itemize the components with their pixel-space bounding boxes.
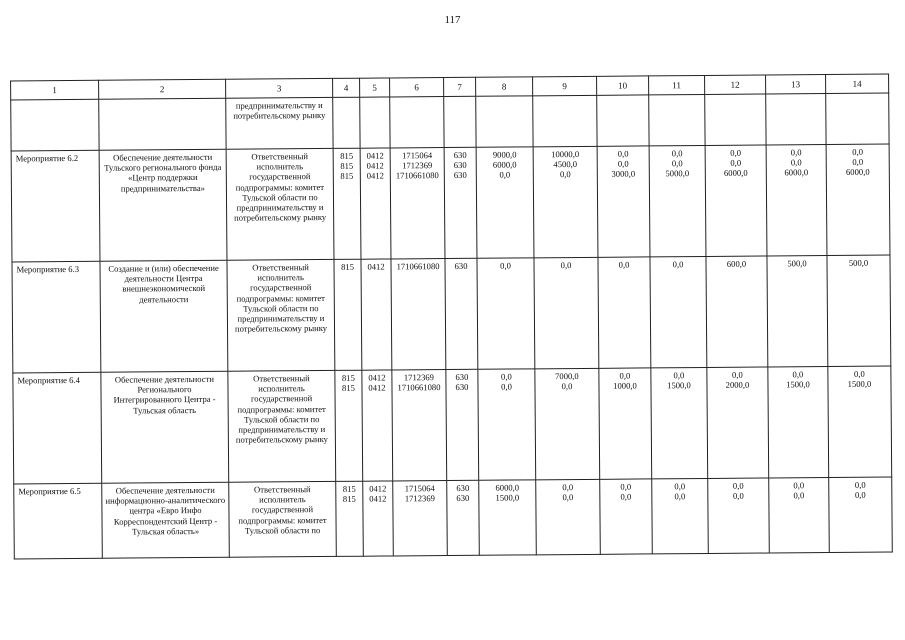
amount-value: 0,0: [852, 146, 864, 157]
code-value: 815: [341, 382, 355, 394]
amount-value: 4500,0: [553, 159, 578, 170]
code-value: 815: [340, 160, 354, 172]
amount-value: 0,0: [672, 259, 684, 270]
amount-cell-c13: [769, 478, 830, 553]
code-value: 815: [341, 372, 355, 383]
amount-cell-c8: [478, 369, 536, 480]
header-cell: 3: [226, 78, 333, 98]
amount-value: 0,0: [730, 157, 742, 169]
amount-value: 0,0: [617, 148, 629, 159]
amount-value: 2000,0: [725, 379, 750, 391]
amount-value: 0,0: [731, 369, 743, 380]
code-cell-c7: [445, 258, 478, 369]
amount-value: 10000,0: [551, 148, 580, 160]
amount-cell-c10: [600, 479, 653, 554]
table-row: [12, 255, 891, 373]
amount-value: 0,0: [790, 147, 802, 158]
code-value: 630: [453, 160, 467, 171]
amount-value: 0,0: [501, 381, 512, 392]
code-cell-c7: [447, 480, 480, 555]
executor-cell: Ответственный исполнитель государственной подпрограммы: комитет Тульской области по предпринимательству и потребительскому рынку: [227, 259, 335, 371]
budget-table: [10, 74, 893, 560]
amount-value: 0,0: [617, 158, 629, 169]
amount-value: 0,0: [671, 148, 683, 159]
amount-value: 0,0: [853, 368, 865, 379]
header-cell: 11: [649, 76, 705, 95]
amount-cell-c9: [533, 146, 598, 257]
amount-cell-c11: [652, 478, 709, 553]
amount-value: 1000,0: [613, 380, 637, 391]
header-cell: 14: [826, 74, 889, 93]
amount-value: 0,0: [732, 480, 744, 491]
amount-value: 0,0: [561, 381, 573, 392]
code-value: 1712369: [402, 160, 433, 171]
amount-cell-c9: [533, 95, 597, 147]
code-cell-c6: [390, 148, 445, 259]
amount-value: 0,0: [499, 169, 511, 181]
amount-cell-c8: [476, 147, 534, 258]
code-value: 815: [342, 493, 356, 505]
rubric-cell: Мероприятие 6.5: [14, 483, 103, 559]
amount-value: 6000,0: [495, 482, 520, 493]
header-cell: 13: [766, 75, 826, 94]
amount-value: 0,0: [854, 479, 866, 490]
activity-name-cell: Обеспечение деятельности информационно-аналитического центра «Евро Инфо Корреспондентский Центр - Тульская область»: [102, 482, 230, 558]
activity-name-cell: Создание и (или) обеспечение деятельности Центра внешнеэкономической деятельности: [100, 260, 228, 372]
table-row: [11, 144, 890, 262]
amount-value: 9000,0: [492, 149, 517, 160]
amount-value: 1500,0: [495, 492, 520, 503]
amount-cell-c10: [597, 146, 650, 257]
amount-value: 0,0: [673, 370, 685, 381]
amount-cell-c9: [534, 257, 599, 368]
amount-cell-c8: [476, 96, 533, 147]
amount-value: 6000,0: [784, 167, 809, 178]
code-value: 1715064: [404, 483, 435, 494]
amount-cell-c12: [705, 94, 766, 145]
code-value: 630: [455, 382, 469, 393]
activity-name-cell: [99, 98, 226, 150]
table-row: [13, 366, 892, 484]
code-cell-c6: [390, 97, 444, 148]
amount-value: 0,0: [620, 491, 632, 502]
code-value: 815: [341, 261, 355, 272]
amount-value: 600,0: [726, 258, 747, 269]
table-row: [14, 477, 893, 559]
amount-cell-c14: [828, 366, 892, 477]
amount-value: 3000,0: [611, 168, 636, 180]
amount-value: 0,0: [730, 147, 742, 158]
amount-value: 0,0: [790, 157, 802, 168]
amount-value: 500,0: [848, 257, 869, 268]
amount-value: 1500,0: [786, 379, 810, 390]
amount-value: 0,0: [560, 260, 572, 271]
code-value: 0412: [366, 160, 384, 171]
amount-cell-c12: [707, 367, 769, 478]
amount-value: 0,0: [854, 489, 866, 501]
header-cell: 12: [705, 75, 766, 94]
amount-cell-c13: [768, 367, 829, 478]
amount-value: 0,0: [500, 371, 512, 382]
code-cell-c5: [363, 481, 394, 556]
amount-value: 0,0: [500, 260, 511, 271]
code-value: 630: [454, 260, 468, 271]
header-cell: 6: [390, 78, 444, 97]
code-value: 1715064: [402, 150, 433, 161]
table-row: [11, 93, 889, 151]
activity-name-cell: Обеспечение деятельности Регионального Интегрированного Центра - Тульская область: [101, 371, 229, 483]
amount-cell-c12: [705, 145, 767, 256]
code-value: 1710661080: [395, 170, 439, 181]
amount-cell-c14: [826, 144, 890, 255]
amount-cell-c13: [767, 256, 828, 367]
rubric-cell: [11, 99, 99, 151]
code-cell-c4: [336, 481, 364, 556]
header-cell: 2: [99, 79, 226, 99]
code-cell-c4: [334, 259, 362, 370]
code-cell-c5: [362, 370, 393, 481]
amount-cell-c12: [708, 478, 770, 553]
code-value: 0412: [368, 372, 386, 383]
code-cell-c4: [335, 370, 363, 481]
header-cell: 8: [476, 77, 533, 96]
amount-value: 0,0: [619, 370, 631, 381]
code-cell-c7: [444, 147, 477, 258]
rubric-cell: Мероприятие 6.3: [12, 261, 101, 373]
amount-value: 1500,0: [847, 378, 872, 390]
code-value: 1712369: [404, 493, 435, 504]
code-value: 0412: [369, 483, 387, 494]
code-value: 815: [340, 150, 354, 161]
code-cell-c6: [392, 370, 447, 481]
code-value: 0412: [369, 493, 387, 504]
header-cell: 4: [333, 78, 360, 97]
amount-cell-c11: [649, 95, 705, 146]
amount-cell-c13: [766, 94, 826, 145]
amount-cell-c8: [477, 258, 535, 369]
header-cell: 1: [11, 80, 99, 100]
code-cell-c7: [446, 369, 479, 480]
amount-value: 0,0: [674, 491, 686, 502]
code-cell-c6: [393, 481, 448, 556]
page-number: 117: [444, 14, 461, 26]
amount-cell-c10: [599, 368, 652, 479]
amount-value: 5000,0: [665, 168, 690, 179]
executor-cell: Ответственный исполнитель государственной подпрограммы: комитет Тульской области по предпринимательству и потребительскому рынку: [228, 370, 336, 482]
amount-cell-c11: [651, 367, 708, 478]
code-value: 630: [456, 493, 470, 504]
amount-value: 6000,0: [723, 168, 748, 179]
amount-cell-c14: [829, 477, 893, 552]
amount-value: 0,0: [618, 259, 630, 270]
code-cell-c4: [333, 97, 360, 148]
code-value: 630: [456, 482, 470, 493]
amount-cell-c10: [598, 257, 651, 368]
code-value: 0412: [368, 382, 386, 393]
budget-table-sheet: [10, 74, 892, 578]
amount-value: 0,0: [793, 480, 805, 491]
header-cell: 10: [597, 76, 649, 95]
header-cell: 5: [360, 78, 390, 97]
amount-value: 0,0: [620, 481, 632, 492]
amount-cell-c14: [827, 255, 891, 366]
amount-cell-c12: [706, 256, 768, 367]
amount-cell-c10: [597, 95, 649, 146]
header-cell: 7: [444, 77, 476, 96]
amount-value: 0,0: [562, 482, 574, 493]
amount-value: 0,0: [732, 490, 744, 501]
rubric-cell: Мероприятие 6.4: [13, 372, 102, 484]
amount-value: 0,0: [562, 492, 574, 503]
amount-value: 0,0: [674, 481, 686, 492]
code-value: 1710661080: [397, 382, 441, 393]
code-value: 815: [340, 171, 354, 182]
amount-value: 0,0: [792, 369, 804, 380]
code-cell-c5: [361, 259, 392, 370]
table-body: [11, 93, 893, 559]
activity-name-cell: Обеспечение деятельности Тульского регионального фонда «Центр поддержки предпринимательства»: [99, 149, 227, 261]
code-cell-c5: [360, 97, 390, 148]
amount-cell-c8: [479, 480, 537, 555]
amount-cell-c14: [826, 93, 889, 144]
amount-value: 6000,0: [492, 159, 517, 170]
executor-cell: Ответственный исполнитель государственной подпрограммы: комитет Тульской области по предпринимательству и потребительскому рынку: [226, 148, 334, 260]
code-cell-c5: [360, 148, 391, 259]
amount-value: 0,0: [671, 158, 683, 169]
header-cell: 9: [533, 76, 597, 96]
code-cell-c7: [444, 96, 476, 147]
code-value: 1710661080: [396, 261, 440, 272]
code-value: 630: [455, 371, 469, 382]
amount-value: 0,0: [793, 490, 805, 501]
amount-value: 6000,0: [845, 167, 870, 178]
executor-cell: предпринимательству и потребительскому рынку: [226, 97, 333, 149]
code-value: 0412: [366, 150, 384, 161]
amount-value: 500,0: [787, 258, 807, 269]
code-cell-c4: [333, 148, 361, 259]
amount-cell-c11: [649, 145, 706, 256]
amount-value: 0,0: [559, 169, 571, 180]
code-value: 815: [342, 483, 356, 494]
amount-cell-c9: [535, 368, 600, 479]
rubric-cell: Мероприятие 6.2: [11, 150, 100, 262]
code-value: 1712369: [403, 372, 434, 383]
executor-cell: Ответственный исполнитель государственной подпрограммы: комитет Тульской области по: [229, 481, 337, 557]
code-value: 630: [453, 149, 467, 160]
amount-value: 0,0: [852, 156, 864, 168]
amount-cell-c11: [650, 256, 707, 367]
code-value: 630: [453, 170, 467, 181]
amount-value: 1500,0: [667, 380, 691, 391]
code-cell-c6: [391, 259, 446, 370]
amount-value: 7000,0: [555, 370, 579, 382]
amount-cell-c13: [766, 145, 827, 256]
code-value: 0412: [366, 170, 384, 182]
amount-cell-c9: [536, 479, 601, 555]
code-value: 0412: [367, 261, 385, 272]
